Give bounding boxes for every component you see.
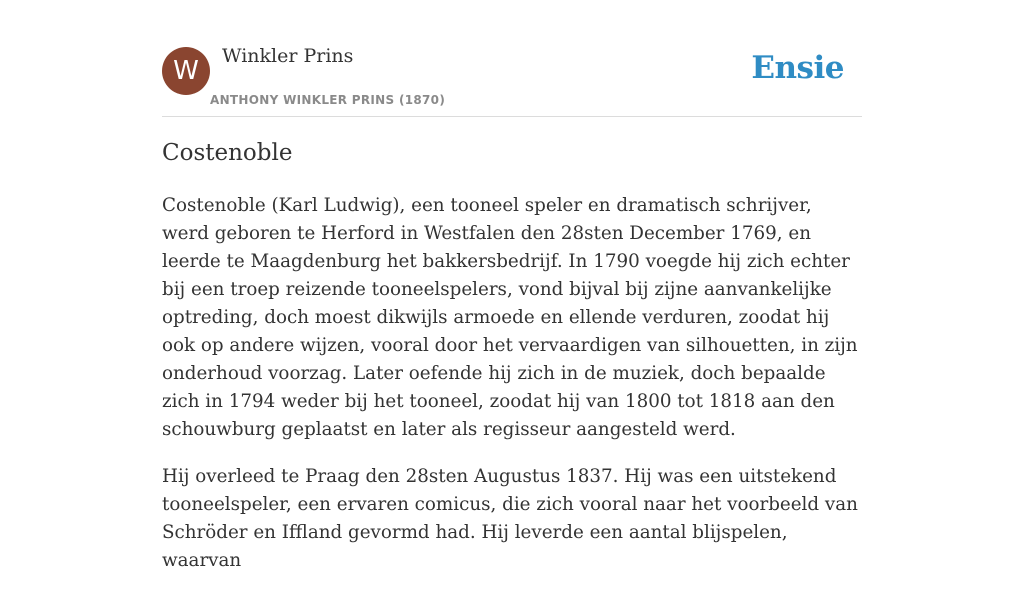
source-avatar[interactable]: W (162, 47, 210, 95)
article-page (162, 0, 862, 571)
article-paragraph-2: Hij overleed te Praag den 28sten Augustus 1837. Hij was een uitstekend tooneelspeler, een ervaren comicus, die zich vooral naar het voorbeeld van Schröder en Iffland gevormd had. Hij leverde een aantal blijspelen, waarvan (162, 466, 858, 571)
source-header (162, 0, 862, 117)
source-subtitle: ANTHONY WINKLER PRINS (1870) (210, 93, 446, 107)
article-paragraph-1: Costenoble (Karl Ludwig), een tooneel speler en dramatisch schrijver, werd geboren te Herford in Westfalen den 28sten December 1769, en leerde te Maagdenburg het bakkersbedrijf. In 1790 voegde hij zich echter bij een troep reizende tooneelspelers, vond bijval bij zijne aanvankelijke optreding, doch moest dikwijls armoede en ellende verduren, zoodat hij ook op andere wijzen, vooral door het vervaardigen van silhouetten, in zijn onderhoud voorzag. Later oefende hij zich in de muziek, doch bepaalde zich in 1794 weder bij het tooneel, zoodat hij van 1800 tot 1818 aan den schouwburg geplaatst en later als regisseur aangesteld werd. (162, 195, 858, 440)
ensie-logo-link[interactable]: Ensie (751, 50, 844, 86)
article-body (162, 192, 862, 594)
article-title: Costenoble (162, 140, 293, 166)
source-name-link[interactable]: Winkler Prins (222, 45, 354, 67)
